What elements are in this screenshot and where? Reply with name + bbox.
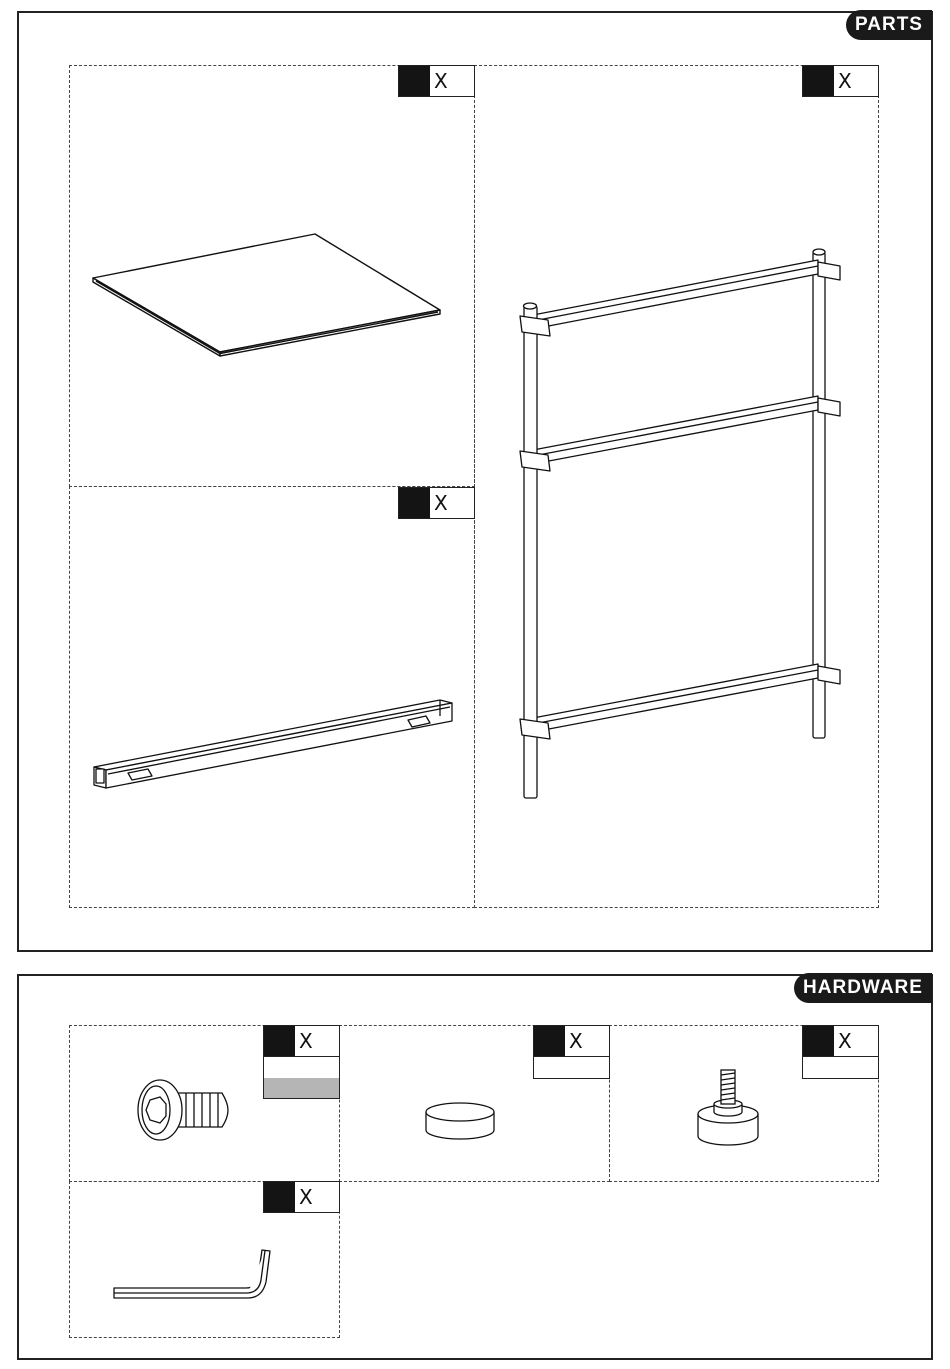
qty-x: X — [838, 1029, 852, 1053]
qty-x: X — [299, 1029, 313, 1053]
qty-x: X — [838, 69, 852, 93]
parts-title: PARTS — [855, 14, 923, 35]
qty-x: X — [434, 69, 448, 93]
qty-x: X — [569, 1029, 583, 1053]
qty-x: X — [434, 491, 448, 515]
qty-x: X — [299, 1185, 313, 1209]
hardware-title: HARDWARE — [803, 977, 923, 998]
